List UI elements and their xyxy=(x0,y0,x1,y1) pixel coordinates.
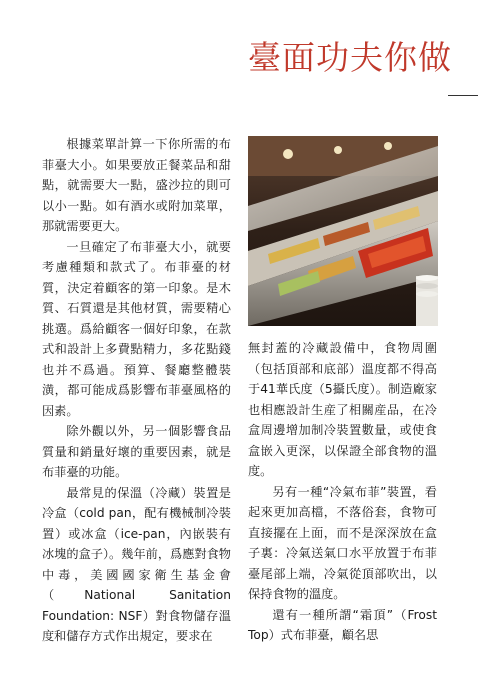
buffet-photo xyxy=(248,136,438,326)
left-column xyxy=(42,134,231,647)
paragraph: 除外觀以外，另一個影響食品質量和銷量好壞的重要因素，就是布菲臺的功能。 xyxy=(42,424,231,479)
paragraph: 還有一種所謂“霜頂”（Frost Top）式布菲臺，顧名思 xyxy=(248,607,437,642)
paragraph: 無封蓋的冷藏設備中，食物周圍（包括頂部和底部）溫度都不得高于41華氏度（5攝氏度）。制造廠家也相應設計生産了相關産品，在冷盒周邊增加制冷裝置數量，或使食盒嵌入更深，以保證全部食物的溫度。 xyxy=(248,341,437,478)
paragraph: 根據菜單計算一下你所需的布菲臺大小。如果要放正餐菜品和甜點，就需要大一點，盛沙拉的則可以小一點。如有酒水或附加菜單，那就需要更大。 xyxy=(42,137,231,233)
paragraph: 最常見的保溫（冷藏）裝置是冷盒（cold pan，配有機械制冷裝置）或冰盒（ice-pan，內嵌裝有冰塊的盒子）。幾年前，爲應對食物中毒，美國國家衛生基金會（National Sanitation Foundation: NSF）對食物儲存溫度和儲存方式作出規定，要求在 xyxy=(42,485,231,643)
title-rule xyxy=(448,95,478,96)
paragraph: 另有一種“冷氣布菲”裝置，看起來更加高檔，不落俗套，食物可直接擺在上面，而不是深深放在盒子裏：冷氣送氣口水平放置于布菲臺尾部上端，冷氣從頂部吹出，以保持食物的溫度。 xyxy=(248,484,437,601)
article-title: 臺面功夫你做 xyxy=(248,38,452,77)
right-column xyxy=(248,338,437,646)
paragraph: 一旦確定了布菲臺大小，就要考慮種類和款式了。布菲臺的材質，決定着顧客的第一印象。是木質、石質還是其他材質，需要精心挑選。爲給顧客一個好印象，在款式和設計上多費點精力，多花點錢也并不爲過。預算、餐廳整體裝潢，都可能成爲影響布菲臺風格的因素。 xyxy=(42,239,231,418)
